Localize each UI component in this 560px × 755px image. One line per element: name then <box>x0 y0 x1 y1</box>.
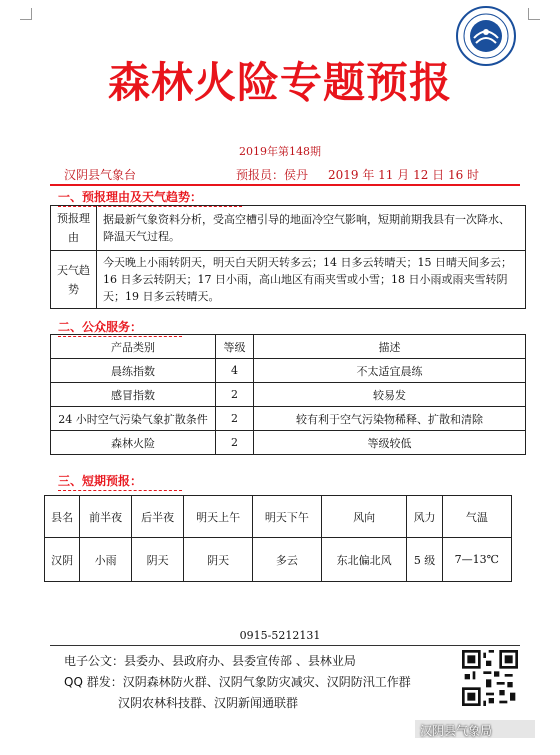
table-cell: 2 <box>216 383 254 407</box>
row-value: 据最新气象资料分析，受高空槽引导的地面冷空气影响，短期前期我县有一次降水、降温天气过程。 <box>97 206 526 251</box>
table-cell: 2 <box>216 431 254 455</box>
table-cell: 2 <box>216 407 254 431</box>
watermark-text: 汉阴县气象局 <box>420 724 493 738</box>
forecaster: 预报员：侯丹 <box>236 168 309 182</box>
table-cell: 24 小时空气污染气象扩散条件 <box>51 407 216 431</box>
crop-mark-top-left <box>20 8 32 20</box>
distribution-line-3: 汉阴农林科技群、汉阴新闻通联群 <box>118 696 299 710</box>
issue-number: 2019年第148期 <box>239 145 321 158</box>
column-header: 气温 <box>442 496 511 538</box>
column-header: 县名 <box>45 496 80 538</box>
section-heading-short-term: 三、短期预报： <box>58 474 143 488</box>
short-term-forecast-table <box>44 495 512 582</box>
row-key: 预报理由 <box>51 206 97 251</box>
footer-divider <box>50 645 520 646</box>
column-header: 等级 <box>216 335 254 359</box>
header-divider <box>50 184 520 186</box>
column-header: 明天上午 <box>184 496 253 538</box>
table-cell: 不太适宜晨练 <box>254 359 526 383</box>
row-value: 今天晚上小雨转阴天，明天白天阴天转多云；14 日多云转晴天；15 日晴天间多云；16 日多云转阴天；17 日小雨，高山地区有雨夹雪或小雪；18 日小雨或雨夹雪转阴天；19 日多云转晴天。 <box>97 251 526 309</box>
row-key: 天气趋势 <box>51 251 97 309</box>
table-cell: 晨练指数 <box>51 359 216 383</box>
column-header: 前半夜 <box>80 496 132 538</box>
column-header: 产品类别 <box>51 335 216 359</box>
table-row <box>51 251 526 309</box>
issuing-org: 汉阴县气象台 <box>64 168 137 182</box>
section-heading-reasons: 一、预报理由及天气趋势： <box>58 190 203 204</box>
table-row <box>45 538 512 582</box>
table-row <box>51 206 526 251</box>
column-header: 风向 <box>321 496 407 538</box>
public-service-table <box>50 334 526 455</box>
table-cell: 4 <box>216 359 254 383</box>
column-header: 明天下午 <box>253 496 322 538</box>
table-cell: 东北偏北风 <box>321 538 407 582</box>
table-cell: 较易发 <box>254 383 526 407</box>
distribution-line-2: QQ 群发：汉阴森林防火群、汉阴气象防灾减灾、汉阴防汛工作群 <box>64 675 411 689</box>
table-header-row <box>51 335 526 359</box>
table-cell: 5 级 <box>407 538 442 582</box>
reasons-table <box>50 205 526 309</box>
column-header: 后半夜 <box>132 496 184 538</box>
contact-phone: 0915-5212131 <box>239 629 321 642</box>
table-cell: 感冒指数 <box>51 383 216 407</box>
table-cell: 阴天 <box>184 538 253 582</box>
table-cell: 森林火险 <box>51 431 216 455</box>
table-header-row <box>45 496 512 538</box>
table-row <box>51 431 526 455</box>
distribution-line-1: 电子公文：县委办、县政府办、县委宣传部 、县林业局 <box>64 654 356 668</box>
table-cell: 小雨 <box>80 538 132 582</box>
issue-datetime: 2019 年 11 月 12 日 16 时 <box>328 168 480 182</box>
table-cell: 较有利于空气污染物稀释、扩散和清除 <box>254 407 526 431</box>
crop-mark-top-right <box>528 8 540 20</box>
table-row <box>51 407 526 431</box>
table-row <box>51 383 526 407</box>
table-cell: 汉阴 <box>45 538 80 582</box>
table-row <box>51 359 526 383</box>
section-heading-public-service: 二、公众服务： <box>58 320 143 334</box>
qr-code-icon <box>462 650 518 706</box>
document-title: 森林火险专题预报 <box>107 58 452 107</box>
column-header: 描述 <box>254 335 526 359</box>
table-cell: 7—13℃ <box>442 538 511 582</box>
table-cell: 阴天 <box>132 538 184 582</box>
column-header: 风力 <box>407 496 442 538</box>
table-cell: 多云 <box>253 538 322 582</box>
table-cell: 等级较低 <box>254 431 526 455</box>
